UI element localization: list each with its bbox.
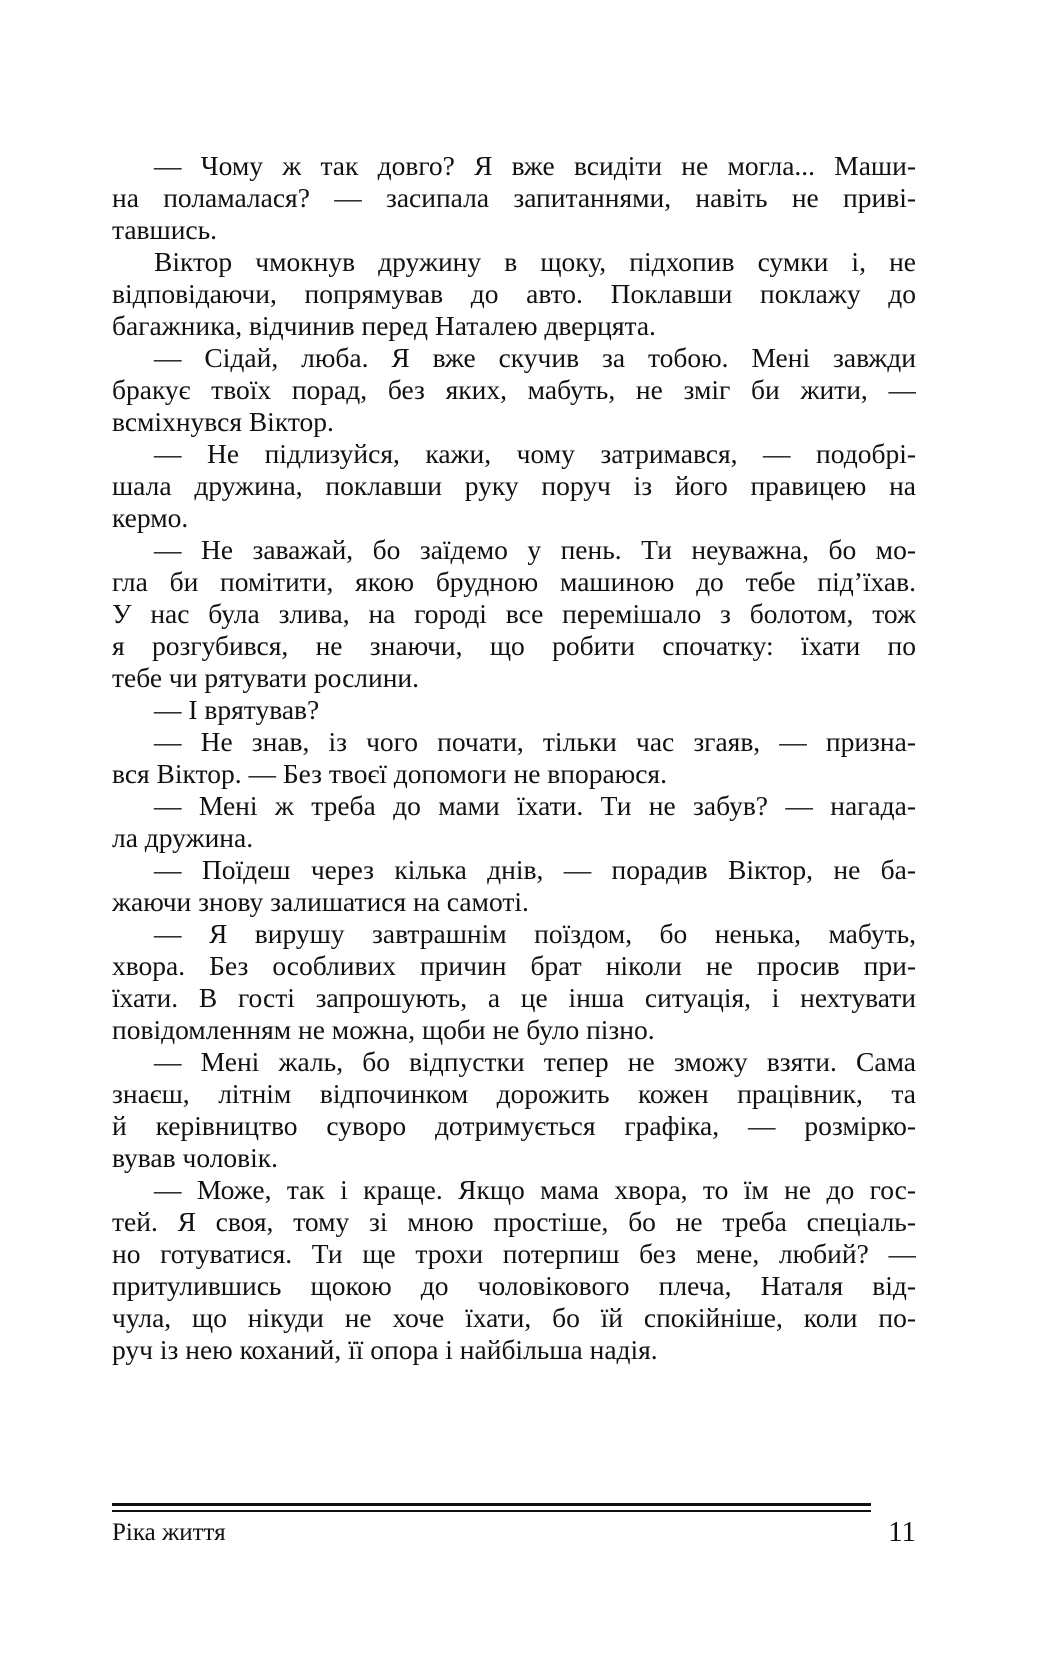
text-line: Віктор чмокнув дружину в щоку, підхопив сумки і, не xyxy=(154,246,916,277)
text-line: повідомленням не можна, щоби не було пізно. xyxy=(112,1014,655,1045)
text-line: вся Віктор. — Без твоєї допомоги не впораюся. xyxy=(112,758,667,789)
text-line: гла би помітити, якою брудною машиною до тебе під’їхав. xyxy=(112,566,916,597)
text-line: — Не підлизуйся, кажи, чому затримався, — подобрі- xyxy=(154,438,916,469)
text-line: шала дружина, поклавши руку поруч із його правицею на xyxy=(112,470,916,501)
text-line: вував чоловік. xyxy=(112,1142,279,1173)
text-line: на поламалася? — засипала запитаннями, навіть не приві- xyxy=(112,182,916,213)
text-line: притулившись щокою до чоловікового плеча, Наталя від- xyxy=(112,1270,916,1301)
running-book-title: Ріка життя xyxy=(112,1519,226,1546)
text-line: — Я вирушу завтрашнім поїздом, бо ненька, мабуть, xyxy=(154,918,916,949)
text-line: знаєш, літнім відпочинком дорожить кожен працівник, та xyxy=(112,1078,916,1109)
text-line: їхати. В гості запрошують, а це інша ситуація, і нехтувати xyxy=(112,982,916,1013)
text-line: й керівництво суворо дотримується графіка, — розмірко- xyxy=(112,1110,916,1141)
text-line: — І врятував? xyxy=(154,694,320,725)
text-line: чула, що нікуди не хоче їхати, бо їй спокійніше, коли по- xyxy=(112,1302,916,1333)
footer-rule-thin xyxy=(112,1510,871,1512)
page-number: 11 xyxy=(888,1516,916,1548)
text-line: кермо. xyxy=(112,502,189,533)
text-line: У нас була злива, на городі все перемішало з болотом, тож xyxy=(112,598,916,629)
text-line: — Чому ж так довго? Я вже всидіти не могла... Маши- xyxy=(154,150,916,181)
text-line: відповідаючи, попрямував до авто. Поклавши поклажу до xyxy=(112,278,916,309)
text-line: жаючи знову залишатися на самоті. xyxy=(112,886,529,917)
text-line: — Поїдеш через кілька днів, — порадив Віктор, не ба- xyxy=(154,854,916,885)
text-line: ла дружина. xyxy=(112,822,254,853)
text-line: — Мені ж треба до мами їхати. Ти не забув? — нагада- xyxy=(154,790,916,821)
text-line: — Не знав, із чого почати, тільки час згаяв, — призна- xyxy=(154,726,916,757)
text-line: тей. Я своя, тому зі мною простіше, бо не треба спеціаль- xyxy=(112,1206,916,1237)
text-line: бракує твоїх порад, без яких, мабуть, не зміг би жити, — xyxy=(112,374,916,405)
footer-rule-thick xyxy=(112,1503,871,1506)
text-line: — Мені жаль, бо відпустки тепер не зможу взяти. Сама xyxy=(154,1046,916,1077)
text-line: хвора. Без особливих причин брат ніколи не просив при- xyxy=(112,950,916,981)
text-line: тавшись. xyxy=(112,214,218,245)
text-line: но готуватися. Ти ще трохи потерпиш без мене, любий? — xyxy=(112,1238,916,1269)
text-line: — Не заважай, бо заїдемо у пень. Ти неуважна, бо мо- xyxy=(154,534,916,565)
page-body-text xyxy=(112,150,916,1366)
text-line: всміхнувся Віктор. xyxy=(112,406,334,437)
text-line: руч із нею коханий, її опора і найбільша надія. xyxy=(112,1334,658,1365)
text-line: — Сідай, люба. Я вже скучив за тобою. Мені завжди xyxy=(154,342,916,373)
text-line: багажника, відчинив перед Наталею дверцята. xyxy=(112,310,656,341)
text-line: — Може, так і краще. Якщо мама хвора, то їм не до гос- xyxy=(154,1174,916,1205)
text-line: я розгубився, не знаючи, що робити спочатку: їхати по xyxy=(112,630,916,661)
text-line: тебе чи рятувати рослини. xyxy=(112,662,420,693)
